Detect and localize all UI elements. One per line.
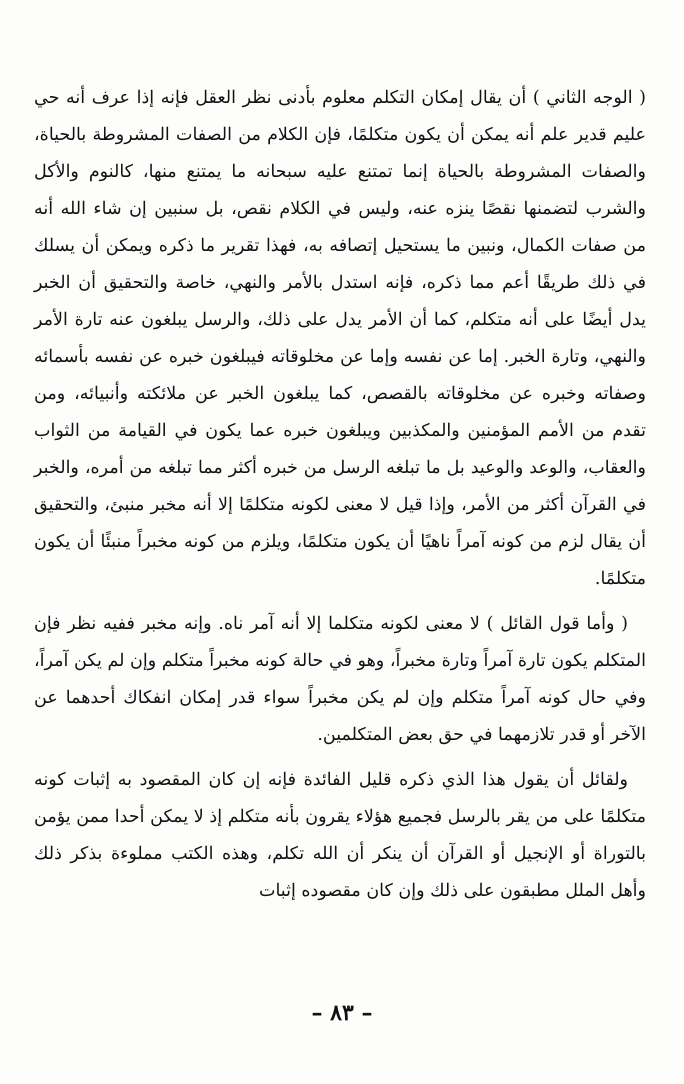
page-number: – ٨٣ – xyxy=(311,1000,373,1026)
paragraph-2: ( وأما قول القائل ) لا معنى لكونه متكلما إلا أنه آمر ناه. وإنه مخبر ففيه نظر فإن المتكلم يكون تارة آمراً وتارة مخبراً، وهو في حالة كونه مخبراً متكلم وإن لم يكن آمراً، وفي حال كونه آمراً متكلم وإن لم يكن مخبراً سواء قدر إمكان انفكاك أحدهما عن الآخر أو قدر تلازمهما في حق بعض المتكلمين. xyxy=(34,614,646,745)
body-text xyxy=(34,80,646,910)
paragraph-1: ( الوجه الثاني ) أن يقال إمكان التكلم معلوم بأدنى نظر العقل فإنه إذا عرف أنه حي عليم قدير علم أنه يمكن أن يكون متكلمًا، فإن الكلام من الصفات المشروطة بالحياة، والصفات المشروطة بالحياة إنما تمتنع عليه سبحانه ما يمتنع منها، كالنوم والأكل والشرب لتضمنها نقصًا ينزه عنه، وليس في الكلام نقص، بل سنبين إن شاء الله أنه من صفات الكمال، ونبين ما يستحيل إتصافه به، فهذا تقرير ما ذكره ويمكن أن يسلك في ذلك طريقًا أعم مما ذكره، فإنه استدل بالأمر والنهي، خاصة والتحقيق أن الخبر يدل أيضًا على أنه متكلم، كما أن الأمر يدل على ذلك، والرسل يبلغون عنه تارة الأمر والنهي، وتارة الخبر. إما عن نفسه وإما عن مخلوقاته فيبلغون خبره عن نفسه بأسمائه وصفاته وخبره عن مخلوقاته بالقصص، كما يبلغون الخبر عن ملائكته وأنبيائه، ومن تقدم من الأمم المؤمنين والمكذبين ويبلغون خبره عما يكون في القيامة من الثواب والعقاب، والوعد والوعيد بل ما تبلغه الرسل من خبره أكثر مما تبلغه من أمره، والخبر في القرآن أكثر من الأمر، وإذا قيل لا معنى لكونه متكلمًا إلا أنه مخبر منبئ، والتحقيق أن يقال لزم من كونه آمراً ناهيًا أن يكون متكلمًا، ويلزم من كونه مخبراً منبئًا أن يكون متكلمًا. xyxy=(34,88,646,589)
paragraph-3: ولقائل أن يقول هذا الذي ذكره قليل الفائدة فإنه إن كان المقصود به إثبات كونه متكلمًا على من يقر بالرسل فجميع هؤلاء يقرون بأنه متكلم إذ لا يمكن أحدا ممن يؤمن بالتوراة أو الإنجيل أو القرآن أن ينكر أن الله تكلم، وهذه الكتب مملوءة بذكر ذلك وأهل الملل مطبقون على ذلك وإن كان مقصوده إثبات xyxy=(34,770,646,901)
